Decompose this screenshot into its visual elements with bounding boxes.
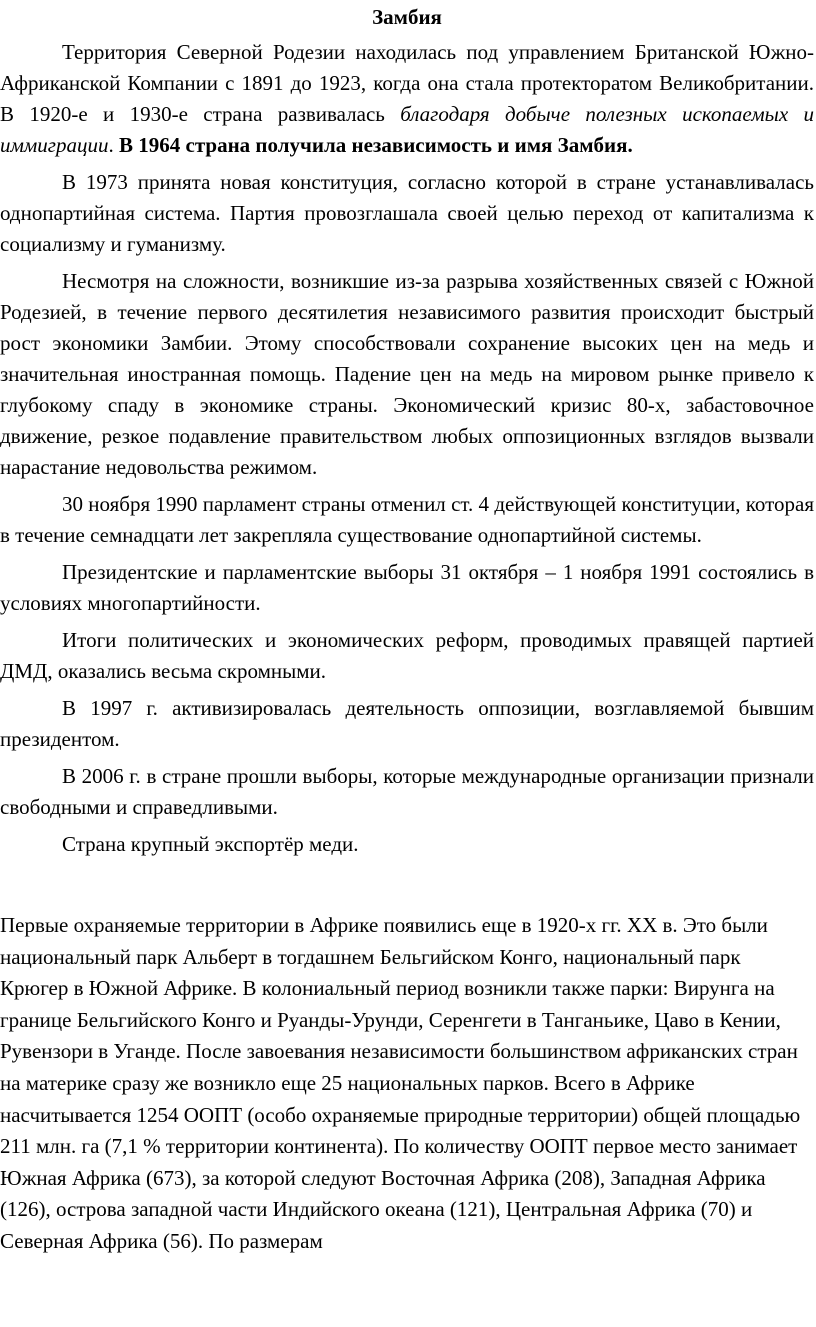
document-title: Замбия bbox=[372, 5, 442, 29]
section-spacer bbox=[0, 860, 814, 910]
paragraph-text: Территория Северной Родезии находилась под управлением Британской Южно-Африканской Компании с 1891 до 1923, когда она стала протекторатом Великобритании. В 1920-е и 1930-е страна развивалась bbox=[0, 40, 814, 126]
paragraph-reforms: Итоги политических и экономических реформ, проводимых правящей партией ДМД, оказались весьма скромными. bbox=[0, 628, 814, 683]
italic-text: благодаря добыче полезных ископаемых и иммиграции bbox=[0, 102, 814, 157]
paragraph-text: . bbox=[108, 133, 119, 157]
paragraph-1997-opposition: В 1997 г. активизировалась деятельность оппозиции, возглавляемой бывшим президентом. bbox=[0, 696, 814, 751]
paragraph-protected-areas: Первые охраняемые территории в Африке появились еще в 1920-х гг. XX в. Это были национальный парк Альберт в тогдашнем Бельгийском Конго, национальный парк Крюгер в Южной Африке. В колониальный период возникли также парки: Вирунга на границе Бельгийского Конго и Руанды-Урунди, Серенгети в Танганьике, Цаво в Кении, Рувензори в Уганде. После завоевания независимости большинством африканских стран на материке сразу же возникло еще 25 национальных парков. Всего в Африке насчитывается 1254 ООПТ (особо охраняемые природные территории) общей площадью 211 млн. га (7,1 % территории континента). По количеству ООПТ первое место занимает Южная Африка (673), за которой следуют Восточная Африка (208), Западная Африка (126), острова западной части Индийского океана (121), Центральная Африка (70) и Северная Африка (56). По размерам bbox=[0, 913, 801, 1253]
paragraph-1990-parliament: 30 ноября 1990 парламент страны отменил ст. 4 действующей конституции, которая в течение семнадцати лет закрепляла существование однопартийной системы. bbox=[0, 492, 814, 547]
paragraph-economy: Несмотря на сложности, возникшие из-за разрыва хозяйственных связей с Южной Родезией, в течение первого десятилетия независимого развития происходит быстрый рост экономики Замбии. Этому способствовали сохранение высоких цен на медь и значительная иностранная помощь. Падение цен на медь на мировом рынке привело к глубокому спаду в экономике страны. Экономический кризис 80-х, забастовочное движение, резкое подавление правительством любых оппозиционных взглядов вызвали нарастание недовольства режимом. bbox=[0, 269, 814, 479]
paragraph-copper-exporter: Страна крупный экспортёр меди. bbox=[62, 832, 359, 856]
bold-text: В 1964 страна получила независимость и имя Замбия. bbox=[119, 133, 633, 157]
paragraph-1991-elections: Президентские и парламентские выборы 31 октября – 1 ноября 1991 состоялись в условиях многопартийности. bbox=[0, 560, 814, 615]
paragraph-history-intro bbox=[0, 37, 814, 161]
paragraph-2006-elections: В 2006 г. в стране прошли выборы, которые международные организации признали свободными и справедливыми. bbox=[0, 764, 814, 819]
paragraph-constitution-1973: В 1973 принята новая конституция, согласно которой в стране устанавливалась однопартийная система. Партия провозглашала своей целью переход от капитализма к социализму и гуманизму. bbox=[0, 170, 814, 256]
